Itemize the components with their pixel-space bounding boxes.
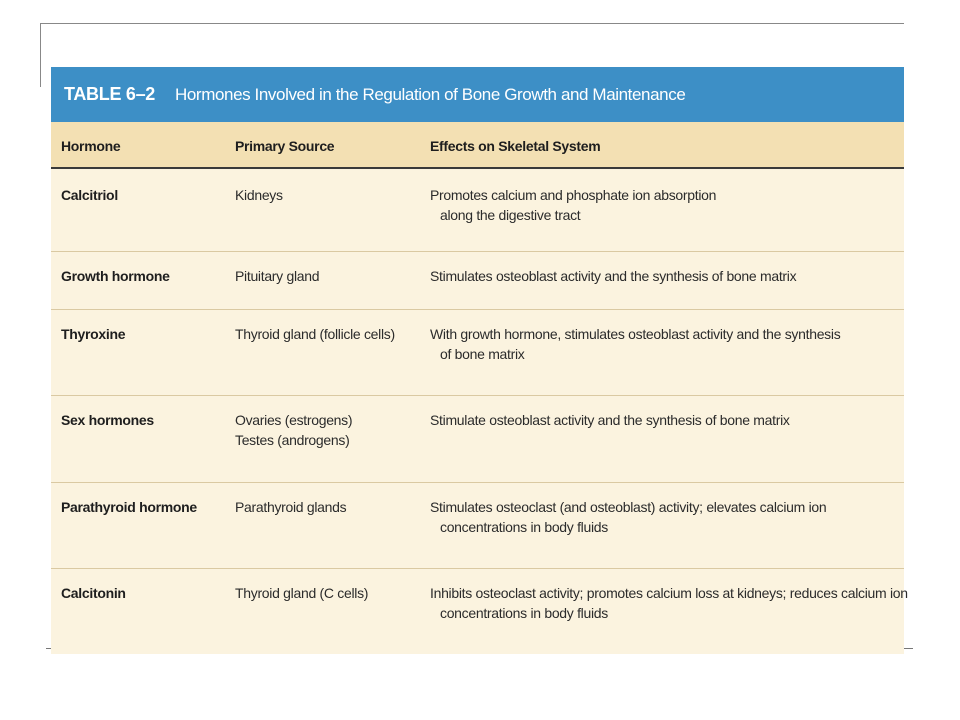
slide-frame-bottom-tick-right <box>903 648 913 649</box>
effects-line: Stimulates osteoblast activity and the synthesis of bone matrix <box>430 268 797 284</box>
slide-frame-left-line <box>40 23 41 87</box>
table-title: Hormones Involved in the Regulation of Bone Growth and Maintenance <box>175 84 686 104</box>
cell-primary-source <box>235 497 346 517</box>
cell-primary-source <box>235 185 283 205</box>
cell-hormone: Calcitonin <box>61 585 126 601</box>
source-line: Testes (androgens) <box>235 432 350 448</box>
table-row <box>51 396 904 483</box>
cell-primary-source <box>235 324 395 344</box>
header-effects: Effects on Skeletal System <box>430 138 601 154</box>
table-row <box>51 569 908 654</box>
effects-line: Stimulates osteoclast (and osteoblast) activity; elevates calcium ion <box>430 499 827 515</box>
table-header-row <box>51 122 904 169</box>
header-primary-source: Primary Source <box>235 138 335 154</box>
cell-hormone: Parathyroid hormone <box>61 499 197 515</box>
effects-line: Promotes calcium and phosphate ion absorption <box>430 187 717 203</box>
table-row <box>51 171 904 252</box>
effects-line: along the digestive tract <box>440 207 581 223</box>
cell-effects <box>430 583 908 623</box>
cell-hormone: Thyroxine <box>61 326 126 342</box>
cell-effects <box>430 324 895 364</box>
effects-line: concentrations in body fluids <box>440 605 608 621</box>
cell-effects <box>430 497 895 537</box>
cell-primary-source <box>235 583 368 603</box>
cell-primary-source <box>235 410 352 450</box>
table-row <box>51 310 904 396</box>
cell-hormone: Calcitriol <box>61 187 118 203</box>
table-number: TABLE 6–2 <box>64 84 155 104</box>
table-row <box>51 483 904 569</box>
table-title-bar <box>51 67 904 122</box>
effects-line: Inhibits osteoclast activity; promotes calcium loss at kidneys; reduces calcium ion <box>430 585 908 601</box>
source-line: Thyroid gland (follicle cells) <box>235 326 395 342</box>
effects-line: concentrations in body fluids <box>440 519 608 535</box>
cell-effects <box>430 266 895 286</box>
cell-primary-source <box>235 266 319 286</box>
cell-effects <box>430 185 895 225</box>
effects-line: With growth hormone, stimulates osteoblast activity and the synthesis <box>430 326 841 342</box>
source-line: Ovaries (estrogens) <box>235 412 353 428</box>
source-line: Thyroid gland (C cells) <box>235 585 369 601</box>
cell-effects <box>430 410 895 430</box>
header-hormone: Hormone <box>61 138 121 154</box>
cell-hormone: Growth hormone <box>61 268 170 284</box>
source-line: Parathyroid glands <box>235 499 347 515</box>
hormone-table <box>51 67 908 654</box>
source-line: Pituitary gland <box>235 268 320 284</box>
cell-hormone: Sex hormones <box>61 412 154 428</box>
slide-frame-top-line <box>40 23 904 24</box>
effects-line: Stimulate osteoblast activity and the synthesis of bone matrix <box>430 412 790 428</box>
effects-line: of bone matrix <box>440 346 525 362</box>
source-line: Kidneys <box>235 187 283 203</box>
table-row <box>51 252 904 310</box>
